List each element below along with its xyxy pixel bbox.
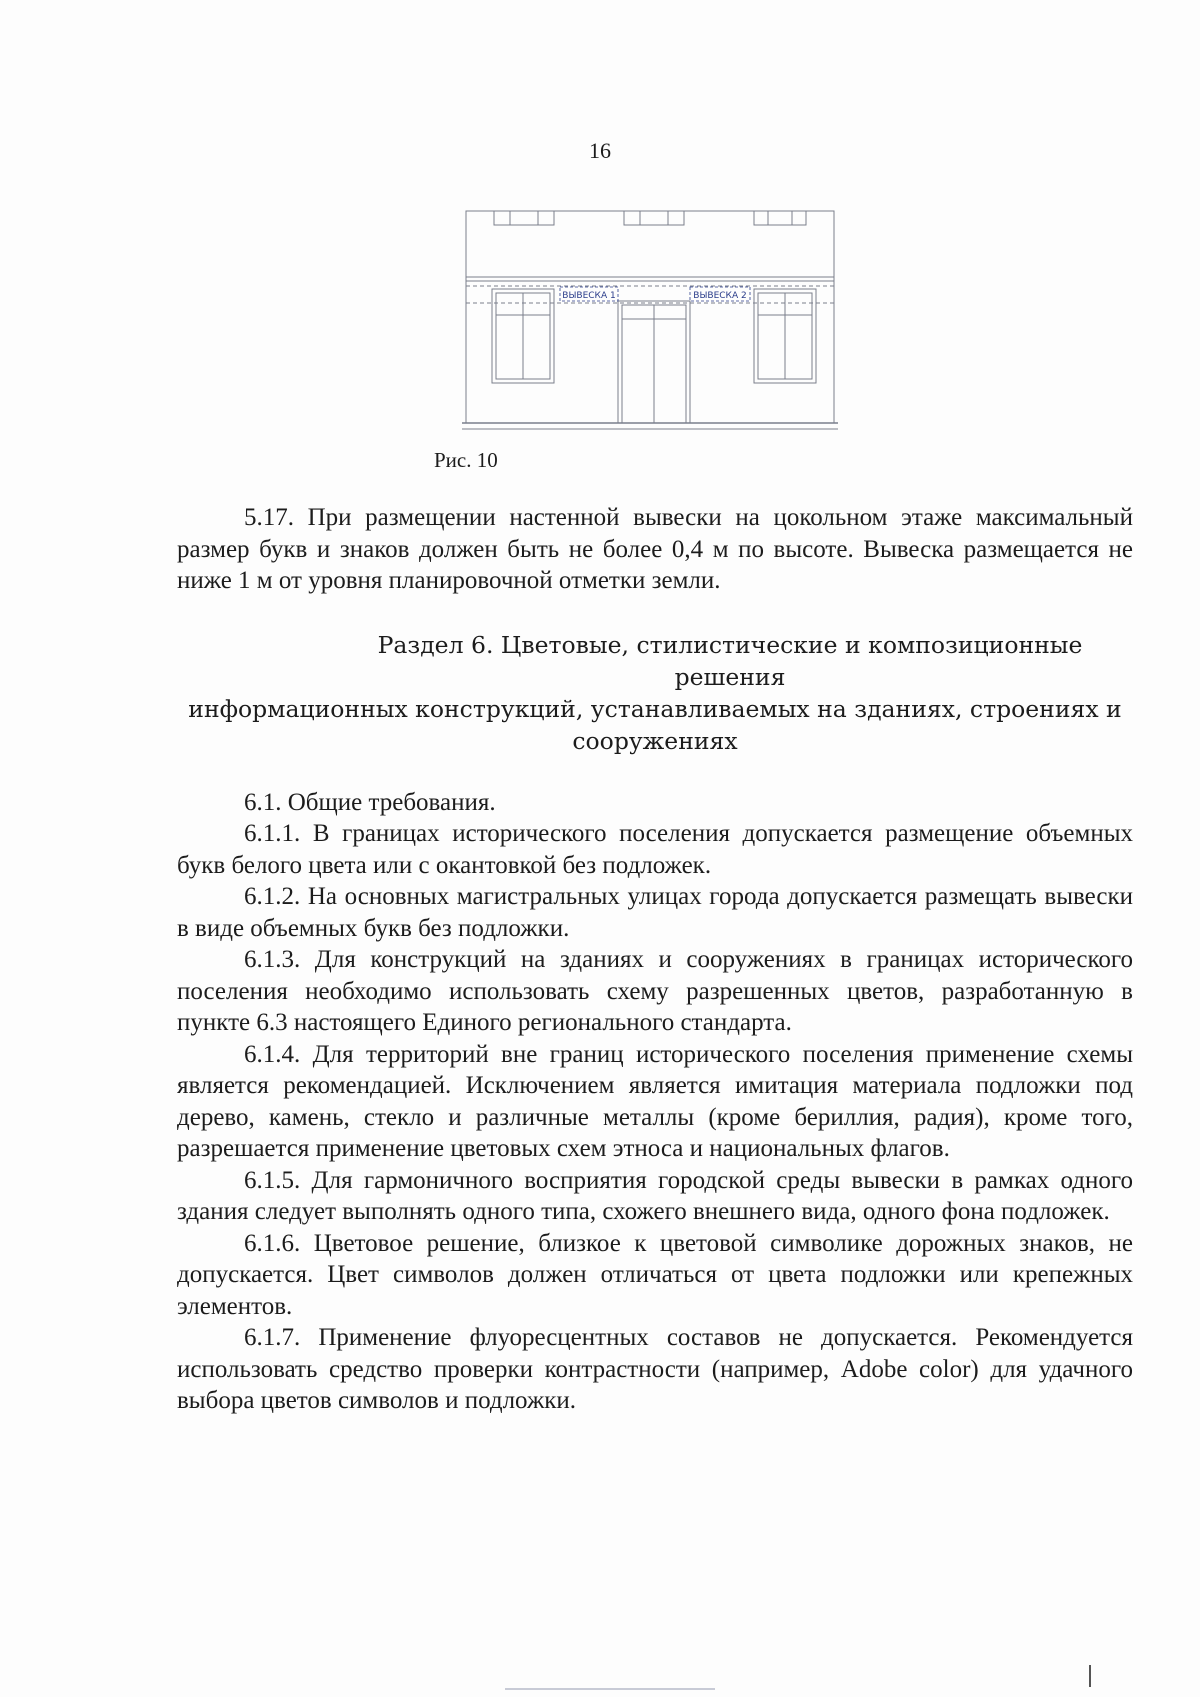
scan-bottom-line [505, 1688, 715, 1690]
paragraph-6-1-5: 6.1.5. Для гармоничного восприятия городской среды вывески в рамках одного здания следует выполнять одного типа, схожего внешнего вида, одного фона подложек. [177, 1166, 1133, 1225]
sign-1-label: ВЫВЕСКА 1 [562, 291, 616, 301]
facade-diagram [462, 207, 838, 432]
paragraph-6-1: 6.1. Общие требования. [244, 788, 496, 816]
paragraph-6-1-6: 6.1.6. Цветовое решение, близкое к цветовой символике дорожных знаков, не допускается. Цвет символов должен отличаться от цвета подложки или крепежных элементов. [177, 1229, 1133, 1320]
upper-windows [494, 211, 806, 225]
section-title-line-1: Раздел 6. Цветовые, стилистические и композиционные решения [377, 630, 1083, 691]
paragraph-6-1-2: 6.1.2. На основных магистральных улицах города допускается размещать вывески в виде объемных букв без подложки. [177, 883, 1133, 942]
entrance-door [618, 301, 690, 423]
paragraph-6-1-4: 6.1.4. Для территорий вне границ исторического поселения применение схемы является рекомендацией. Исключением является имитация материала подложки под дерево, камень, стекло и различные металлы (кроме бериллия, радия), кроме того, разрешается применение цветовых схем этноса и национальных флагов. [177, 1040, 1133, 1162]
page-number: 16 [589, 138, 611, 163]
paragraph-5-17: 5.17. При размещении настенной вывески на цокольном этаже максимальный размер букв и знаков должен быть не более 0,4 м по высоте. Вывеска размещается не ниже 1 м от уровня планировочной отметки земли. [177, 504, 1133, 594]
figure-caption: Рис. 10 [434, 448, 498, 472]
paragraph-6-1-7: 6.1.7. Применение флуоресцентных составов не допускается. Рекомендуется использовать средство проверки контрастности (например, Adobe color) для удачного выбора цветов символов и подложки. [177, 1324, 1133, 1414]
section-title-line-2: информационных конструкций, устанавливаемых на зданиях, строениях и [188, 694, 1122, 723]
section-title-line-3: сооружениях [572, 726, 738, 755]
section-6-title [177, 629, 1133, 757]
paragraph-6-1-3: 6.1.3. Для конструкций на зданиях и сооружениях в границах исторического поселения необходимо использовать схему разрешенных цветов, разработанную в пункте 6.3 настоящего Единого регионального стандарта. [177, 946, 1133, 1036]
document-body [177, 502, 1133, 1417]
building-outline [466, 211, 834, 423]
sign-2-label: ВЫВЕСКА 2 [693, 291, 747, 301]
facade-drawing [462, 207, 838, 432]
scan-edge-mark [1089, 1665, 1091, 1687]
paragraph-6-1-1: 6.1.1. В границах исторического поселения допускается размещение объемных букв белого цвета или с окантовкой без подложек. [177, 820, 1133, 879]
